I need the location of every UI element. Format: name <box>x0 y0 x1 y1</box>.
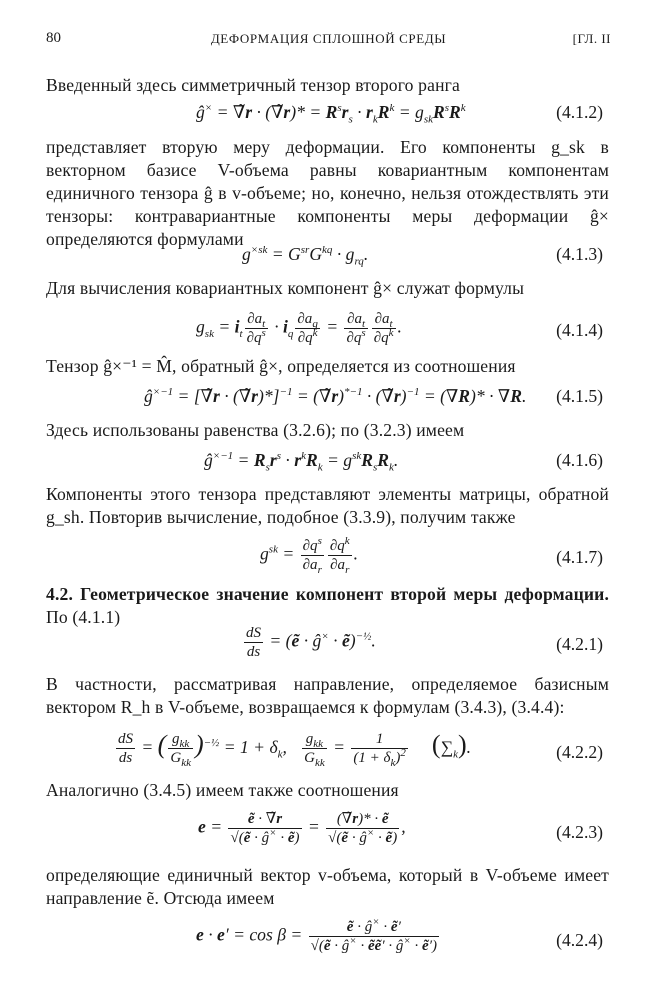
paragraph-1: Введенный здесь симметричный тензор второго ранга <box>46 75 460 95</box>
running-title: ДЕФОРМАЦИЯ СПЛОШНОЙ СРЕДЫ <box>210 31 447 46</box>
equation-4-1-2 <box>46 96 609 132</box>
equation-number: (4.2.3) <box>556 822 603 842</box>
equation-number: (4.2.4) <box>556 930 603 950</box>
section-lead-text: По (4.1.1) <box>46 607 121 627</box>
equation-number: (4.1.5) <box>556 386 603 406</box>
equation-number: (4.1.6) <box>556 450 603 470</box>
equation-body: ĝ× = ∇̃r · (∇̃r)* = $R^sr_s \cdot r_kR^k = g_{sk}R^sR^k$ <box>196 102 466 126</box>
equation-number: (4.1.4) <box>556 320 603 340</box>
equation-number: (4.1.7) <box>556 547 603 567</box>
equation-body: e · e′ = cos β = $\frac{ẽ \cdot ĝ^\times \cdot ẽ'}{√(ẽ \cdot ĝ^\times \cdot ẽẽ' \cdot ĝ^\times \cdot ẽ')}$ <box>196 916 437 954</box>
equation-body: $g^{sk}$ = $\frac{\partial q^s}{\partial a_r}$ $\frac{\partial q^k}{\partial a_r}$ . <box>260 535 359 576</box>
equation-4-1-7 <box>46 533 609 581</box>
equation-number: (4.1.2) <box>556 102 603 122</box>
equation-4-1-4 <box>46 302 609 352</box>
page-number: 80 <box>46 30 61 46</box>
equation-body: $ĝ^{\times-1} = R_sr^s \cdot r^kR_k = g^{sk}R_sR_k$. <box>204 450 399 474</box>
equation-4-2-3 <box>46 806 609 862</box>
paragraph-5: Здесь использованы равенства (3.2.6); по (3.2.3) имеем <box>46 420 465 440</box>
paragraph-7: В частности, рассматривая направление, определяемое базисным вектором R_h в V-объеме, возвращаемся к формулам (3.4.3), (3.4.4): <box>46 674 609 717</box>
equation-body: $\frac{dS}{ds}$ = ( $\frac{g_{kk}}{G_{kk}}$ )$^{-\frac{1}{2}} = 1 + \delta_k$, $\frac{g_{kk}}{G_{kk}}$ = $\frac{1}{(1 + \delta_k)^2}$ $(\sum_k)$. <box>118 730 472 770</box>
paragraph-6: Компоненты этого тензора представляют элементы матрицы, обратной g_sh. Повторив вычисление, подобное (3.3.9), получим также <box>46 484 609 527</box>
paragraph-8: Аналогично (3.4.5) имеем также соотношения <box>46 780 399 800</box>
paragraph-4: Тензор ĝ×⁻¹ = M̂, обратный ĝ×, определяется из соотношения <box>46 356 516 376</box>
paragraph-3: Для вычисления ковариантных компонент ĝ× служат формулы <box>46 278 525 298</box>
equation-4-2-2 <box>46 726 609 778</box>
equation-body: $g^{\times sk} = G^{sr}G^{kq} \cdot g_{rq}$. <box>242 244 369 268</box>
equation-4-1-3 <box>46 238 609 274</box>
equation-4-1-5 <box>46 380 609 416</box>
paragraph-9: определяющие единичный вектор v-объема, который в V-объеме имеет направление ẽ. Отсюда имеем <box>46 865 609 908</box>
equation-body: $ĝ^{\times-1}$ = [∇̃r · (∇̃r)*]$^{-1}$ = (∇̃r)$^{*-1}$ · (∇̃r)$^{-1}$ = (∇R)* · ∇R. <box>144 386 527 406</box>
equation-number: (4.1.3) <box>556 244 603 264</box>
equation-body: e = $\frac{\text{ẽ · ∇̃r}}{√(ẽ \cdot ĝ^\times \cdot ẽ)}$ = $\frac{\text{(∇̃r)* · ẽ}}{√(ẽ \cdot ĝ^\times \cdot ẽ)}$ , <box>198 811 406 846</box>
chapter-marker: [ГЛ. II <box>572 31 611 46</box>
equation-body: $g_{sk} = i_t$ $\frac{\partial a_t}{\partial q^s}$ · $i_q$ $\frac{\partial a_q}{\partial q^k}$ = $\frac{\partial a_t}{\partial q^s}$ $\frac{\partial a_t}{\partial q^k}$ . <box>196 311 402 346</box>
equation-number: (4.2.1) <box>556 634 603 654</box>
equation-4-2-1 <box>46 622 609 670</box>
page-header <box>46 30 611 54</box>
equation-4-1-6 <box>46 444 609 480</box>
equation-4-2-4 <box>46 914 609 974</box>
equation-number: (4.2.2) <box>556 742 603 762</box>
equation-body: $\frac{dS}{ds}$ = (ẽ · ĝ× · ẽ)$^{-\frac{1}{2}}$. <box>246 625 376 660</box>
paragraph-2: представляет вторую меру деформации. Его компоненты g_sk в векторном базисе V-объема равны ковариантным компонентам единичного тензора ĝ в v-объеме; но, конечно, нельзя отождествлять эти тензоры: контравариантные компоненты меры деформации ĝ× определяются формулами <box>46 137 609 249</box>
section-title: 4.2. Геометрическое значение компонент второй меры деформации. <box>46 584 609 604</box>
